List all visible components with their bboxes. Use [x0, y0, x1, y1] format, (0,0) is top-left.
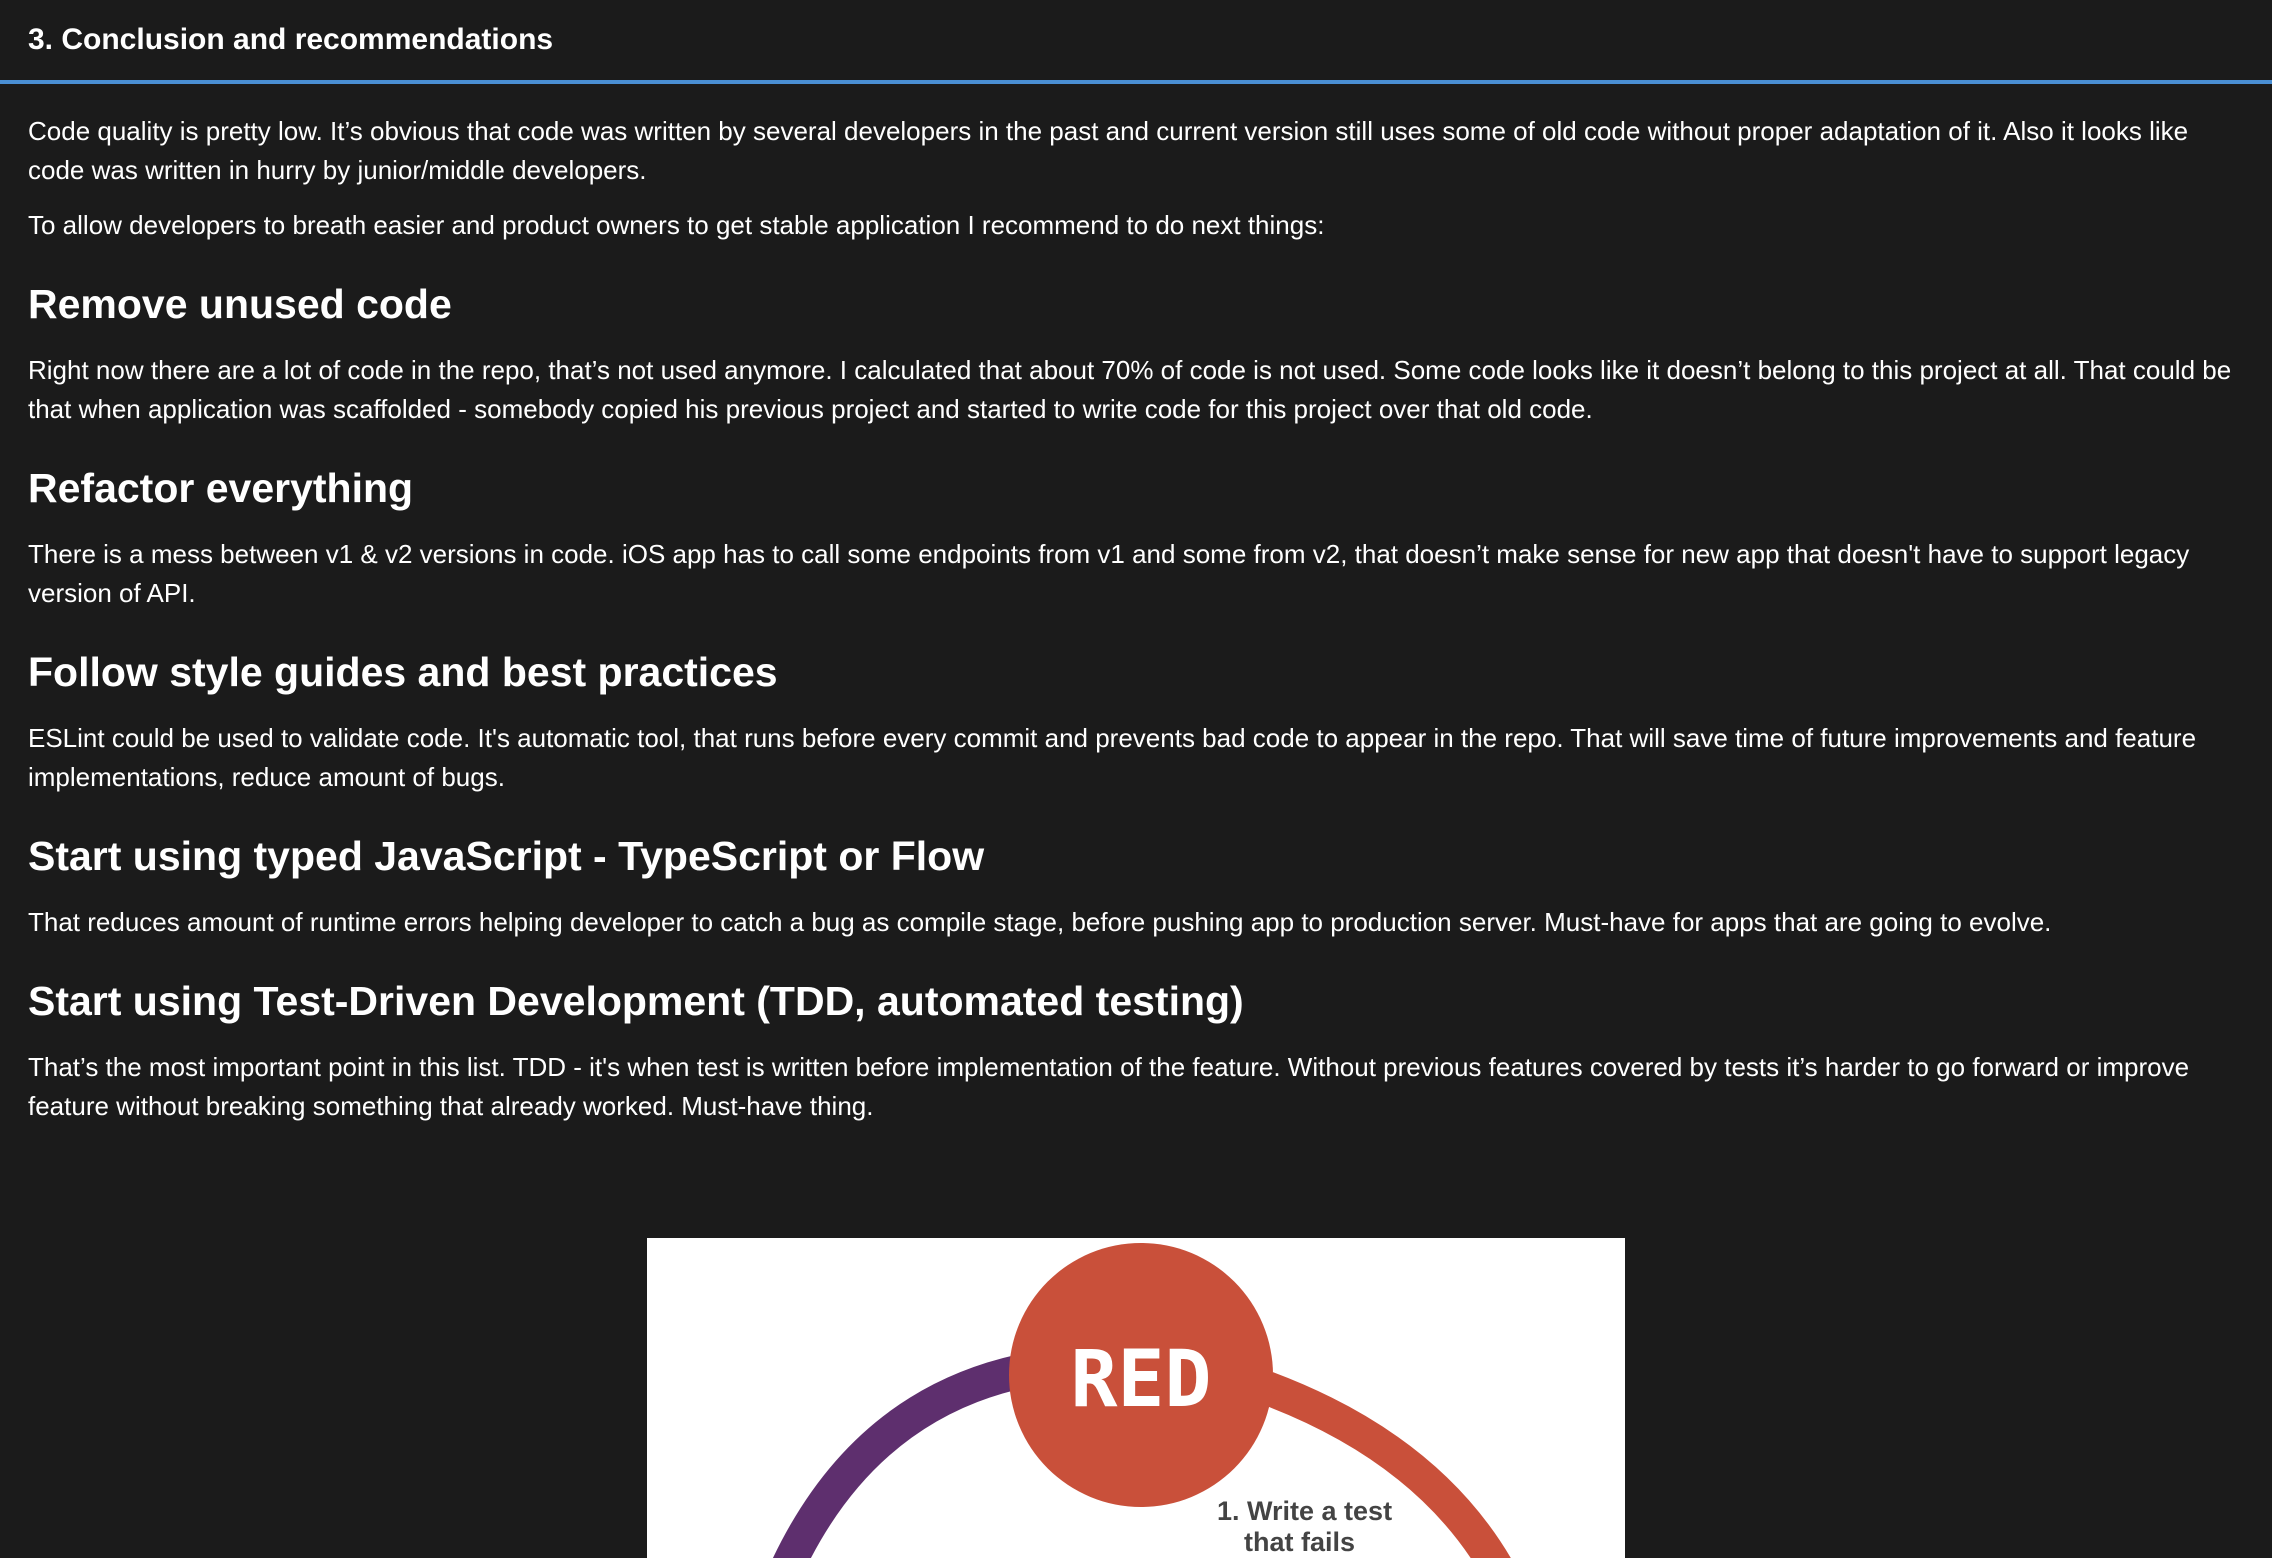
heading-tdd: Start using Test-Driven Development (TDD, automated testing) [28, 978, 1244, 1024]
heading-remove-unused-code: Remove unused code [28, 281, 452, 327]
paragraph-refactor-everything: There is a mess between v1 & v2 versions in code. iOS app has to call some endpoints from v1 and some from v2, that doesn’t make sense for new app that doesn't have to support legacy version of API. [28, 539, 2190, 608]
step-1-line-1: 1. Write a test [1217, 1496, 1393, 1526]
tdd-cycle-figure [647, 1238, 1625, 1558]
paragraph-typed-javascript: That reduces amount of runtime errors helping developer to catch a bug as compile stage, before pushing app to production server. Must-have for apps that are going to evolve. [28, 907, 2052, 937]
heading-typed-javascript: Start using typed JavaScript - TypeScript or Flow [28, 833, 985, 879]
section-title: 3. Conclusion and recommendations [28, 23, 554, 56]
section-header [0, 0, 2272, 84]
paragraph-style-guides: ESLint could be used to validate code. It's automatic tool, that runs before every commit and prevents bad code to appear in the repo. That will save time of future improvements and feature implementations, reduce amount of bugs. [28, 723, 2197, 792]
paragraph-remove-unused-code: Right now there are a lot of code in the repo, that’s not used anymore. I calculated that about 70% of code is not used. Some code looks like it doesn’t belong to this project at all. That could be that when application was scaffolded - somebody copied his previous project and started to write code for this project over that old code. [28, 355, 2232, 424]
heading-style-guides: Follow style guides and best practices [28, 649, 778, 695]
tdd-cycle-purple-arc [787, 1368, 1037, 1558]
heading-refactor-everything: Refactor everything [28, 465, 414, 511]
intro-paragraph-2: To allow developers to breath easier and product owners to get stable application I recommend to do next things: [28, 210, 1325, 240]
red-stage-label: RED [1070, 1335, 1212, 1425]
document-content [28, 112, 2244, 1142]
paragraph-tdd: That’s the most important point in this list. TDD - it's when test is written before implementation of the feature. Without previous features covered by tests it’s harder to go forward or improve feature without breaking something that already worked. Must-have thing. [28, 1052, 2190, 1121]
tdd-cycle-diagram [647, 1238, 1625, 1558]
intro-paragraph-1: Code quality is pretty low. It’s obvious that code was written by several developers in the past and current version still uses some of old code without proper adaptation of it. Also it looks like code was written in hurry by junior/middle developers. [28, 116, 2189, 185]
step-1-line-2: that fails [1244, 1527, 1356, 1557]
